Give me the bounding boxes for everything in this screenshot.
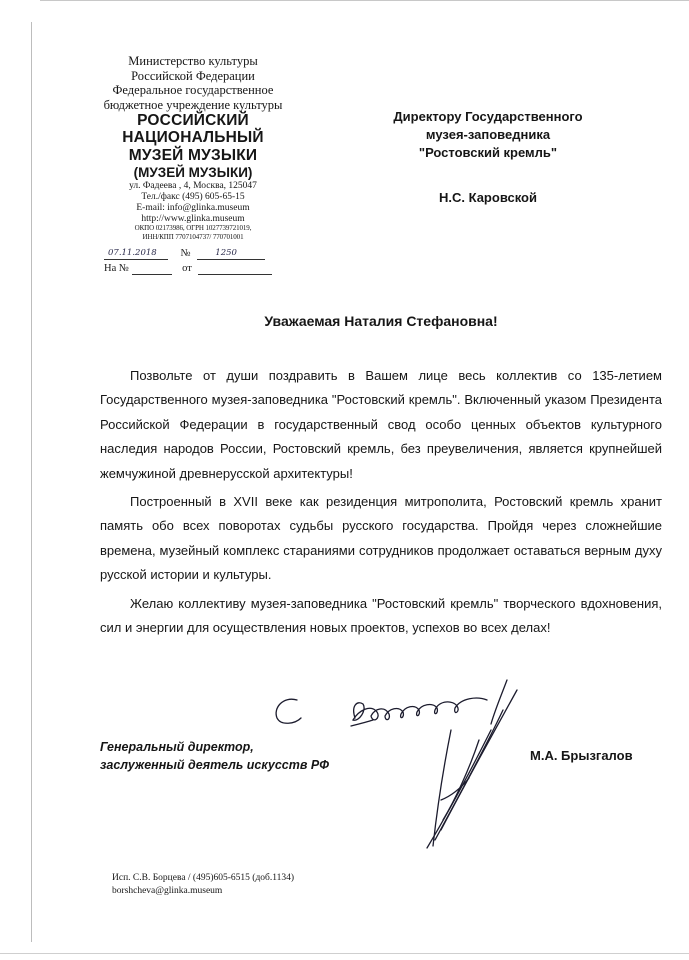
scan-edge-bottom	[0, 953, 689, 954]
museum-registration-codes-1: ОКПО 02173986, ОГРН 1027739721019,	[134, 224, 252, 233]
executor-email: borshcheva@glinka.museum	[112, 886, 223, 896]
registration-date-field	[104, 248, 168, 260]
addressee-line-1: Директору Государственного	[393, 109, 583, 124]
letterhead-institution-kind: бюджетное учреждение культуры	[103, 97, 283, 112]
letterhead-institution-type: Федеральное государственное	[112, 83, 274, 97]
reply-line	[104, 263, 274, 275]
museum-address: ул. Фадеева , 4, Москва, 125047	[129, 180, 257, 191]
reply-number-field	[132, 263, 172, 275]
museum-name-line-3: МУЗЕЙ МУЗЫКИ	[128, 146, 258, 164]
addressee-line-2: музея-заповедника	[425, 127, 551, 142]
body-paragraph: Желаю коллективу музея-заповедника "Ростовский кремль" творческого вдохновения, сил и энергии для осуществления новых проектов, успехов во всех делах!	[100, 595, 662, 636]
letterhead-country: Российской Федерации	[131, 68, 255, 83]
reply-date-label: от	[182, 263, 192, 274]
registration-date: 07.11.2018	[108, 248, 157, 258]
body-paragraph: Позвольте от души поздравить в Вашем лице весь коллектив со 135-летием Государственного музея-заповедника "Ростовский кремль". Включенный указом Президента Российской Федерации в государственный свод особо ценных объектов культурного наследия народов России, Ростовский кремль, без преувеличения, является крупнейшей жемчужиной древнерусской архитектуры!	[100, 368, 662, 481]
museum-website: http://www.glinka.museum	[141, 213, 245, 224]
letterhead	[98, 54, 288, 241]
salutation: Уважаемая Наталия Стефановна!	[264, 313, 498, 329]
addressee-line-3: "Ростовский кремль"	[418, 145, 558, 160]
registration-line	[104, 248, 274, 260]
registration-number-field	[197, 248, 265, 260]
addressee-name: Н.С. Каровской	[439, 190, 537, 205]
museum-registration-codes-2: ИНН/КПП 7707104737/ 770701001	[142, 232, 244, 241]
executor-info	[112, 872, 294, 898]
museum-short-name: (МУЗЕЙ МУЗЫКИ)	[133, 165, 253, 181]
reply-number-label: На №	[104, 263, 129, 274]
museum-name-line-2: НАЦИОНАЛЬНЫЙ	[122, 129, 264, 147]
reply-date-field	[198, 263, 272, 275]
signatory-title-line-1: Генеральный директор,	[100, 740, 254, 754]
registration-number-label: №	[180, 248, 191, 259]
executor-contact: Исп. С.В. Борцева / (495)605-6515 (доб.1134)	[112, 873, 295, 883]
body-paragraph: Построенный в XVII веке как резиденция митрополита, Ростовский кремль хранит память обо всех поворотах судьбы русского государства. Пройдя через сложнейшие времена, музейный комплекс стараниями сотрудников продолжает оставаться верным духу русской истории и культуры.	[100, 494, 662, 583]
letterhead-ministry: Министерство культуры	[128, 54, 258, 68]
registration-number: 1250	[215, 248, 237, 258]
museum-email: E-mail: info@glinka.museum	[136, 202, 250, 213]
museum-phone: Тел./факс (495) 605-65-15	[141, 191, 245, 202]
museum-name-line-1: РОССИЙСКИЙ	[137, 112, 249, 129]
signatory-name: М.А. Брызгалов	[530, 748, 633, 763]
signatory-title	[100, 738, 329, 774]
addressee	[372, 108, 604, 162]
scan-edge-left	[31, 22, 32, 942]
signatory-title-line-2: заслуженный деятель искусств РФ	[100, 758, 329, 772]
letter-body	[100, 364, 662, 644]
scan-edge-top	[40, 0, 689, 21]
